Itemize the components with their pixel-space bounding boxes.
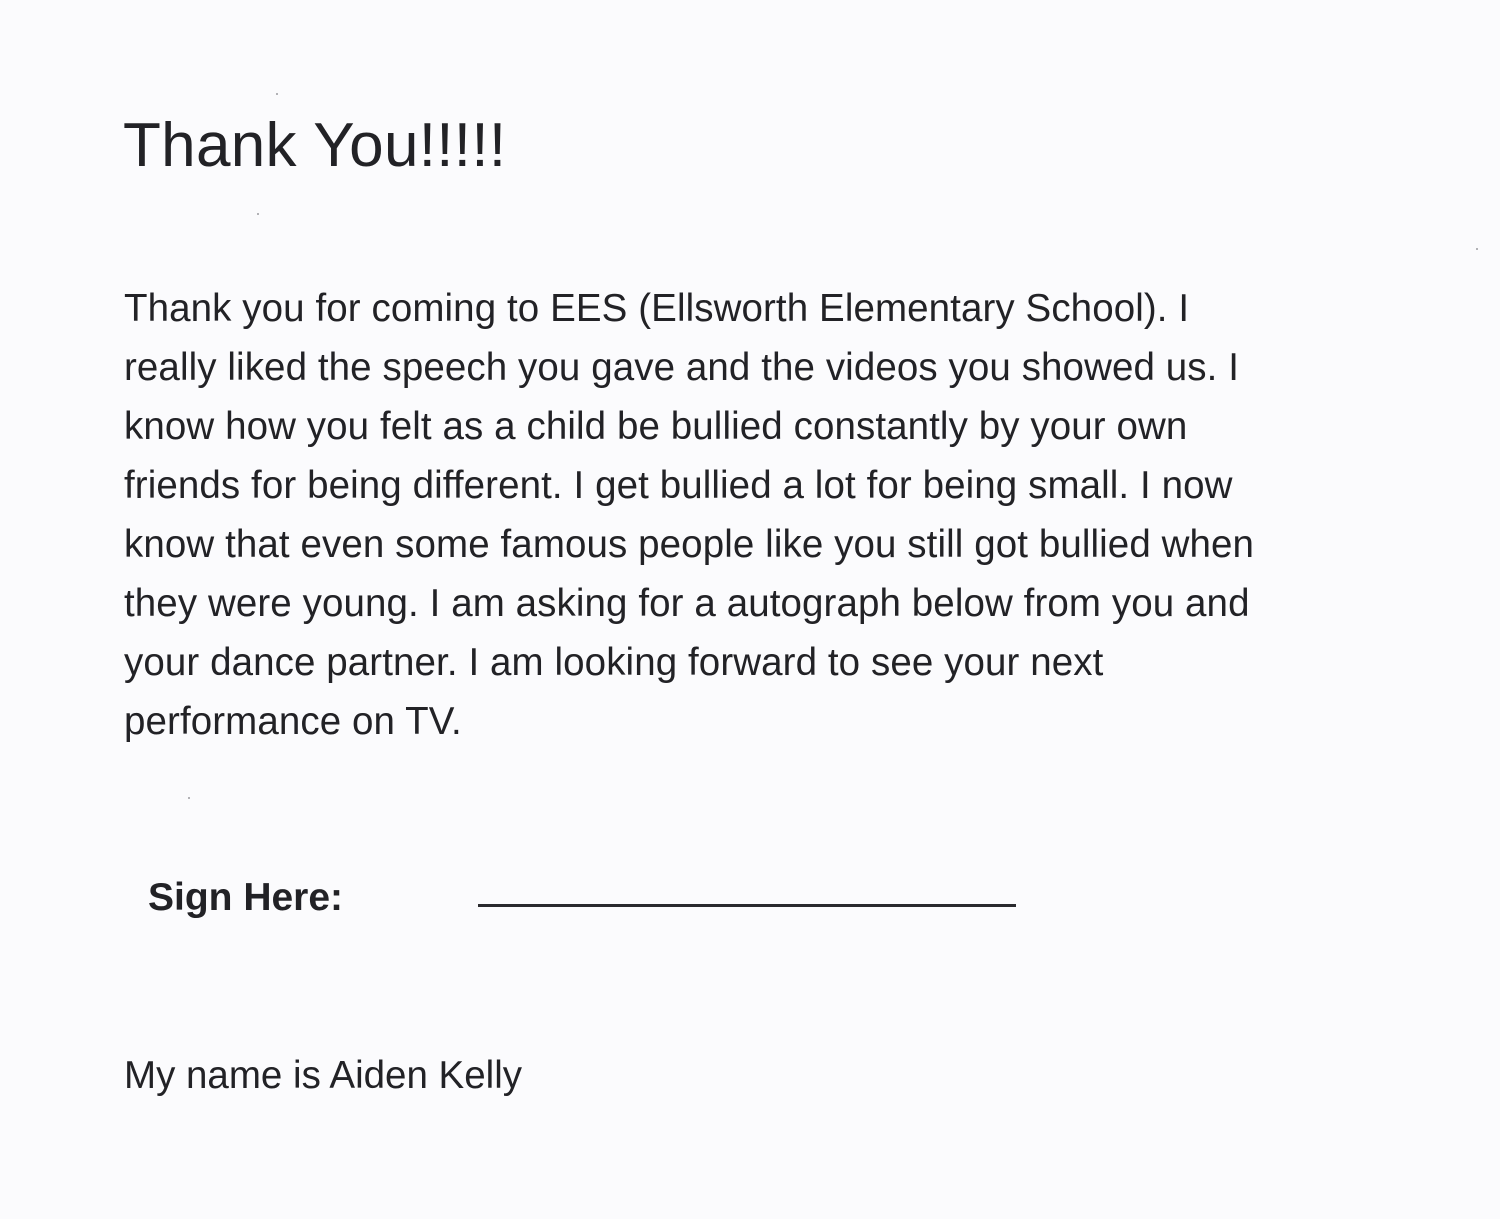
scan-speck — [1476, 248, 1478, 250]
closing-name: My name is Aiden Kelly — [124, 1054, 523, 1097]
scan-speck — [188, 797, 190, 799]
scan-speck — [257, 213, 259, 215]
body-line: your dance partner. I am looking forward to see your next — [124, 641, 1104, 684]
scan-speck — [276, 93, 278, 95]
body-line: really liked the speech you gave and the videos you showed us. I — [124, 346, 1240, 389]
body-line: friends for being different. I get bullied a lot for being small. I now — [124, 464, 1233, 507]
letter-title: Thank You!!!!! — [123, 111, 507, 180]
body-line: know that even some famous people like you still got bullied when — [124, 523, 1255, 566]
body-line: performance on TV. — [124, 700, 462, 743]
signature-line — [478, 904, 1016, 907]
sign-here-label: Sign Here: — [148, 876, 344, 919]
body-line: know how you felt as a child be bullied constantly by your own — [124, 405, 1188, 448]
body-line: they were young. I am asking for a autograph below from you and — [124, 582, 1250, 625]
letter-body — [124, 279, 1254, 751]
body-line: Thank you for coming to EES (Ellsworth Elementary School). I — [124, 287, 1190, 330]
